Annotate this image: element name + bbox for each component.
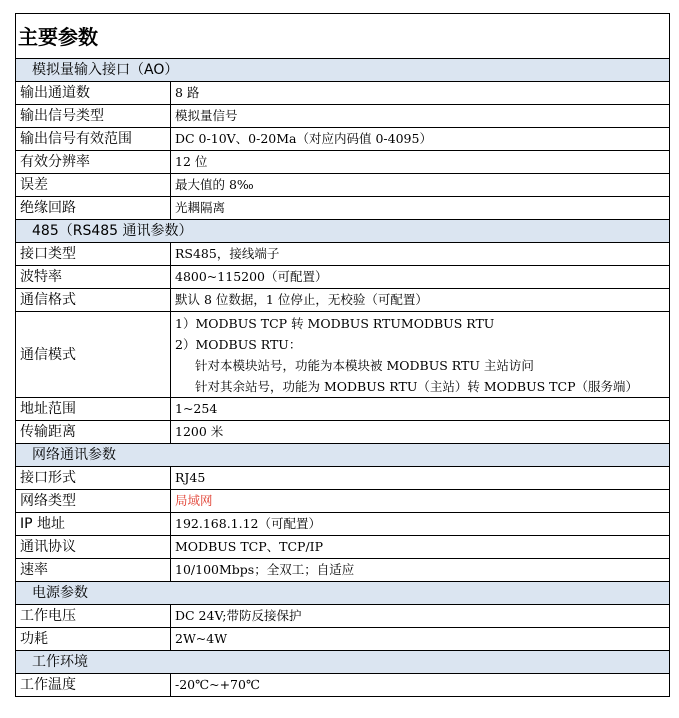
section-header-network: 网络通讯参数 [16, 444, 670, 467]
param-name: IP 地址 [16, 513, 171, 536]
param-name: 速率 [16, 559, 171, 582]
param-value: 1200 米 [171, 421, 670, 444]
param-value: 192.168.1.12（可配置） [171, 513, 670, 536]
param-value: 2W~4W [171, 628, 670, 651]
param-name: 接口形式 [16, 467, 171, 490]
param-value: DC 0-10V、0-20Ma（对应内码值 0-4095） [171, 128, 670, 151]
param-value: RS485，接线端子 [171, 243, 670, 266]
param-value: -20℃~+70℃ [171, 674, 670, 697]
section-header-environment: 工作环境 [16, 651, 670, 674]
param-name: 网络类型 [16, 490, 171, 513]
mode-line: 1）MODBUS TCP 转 MODBUS RTUMODBUS RTU [175, 315, 495, 331]
param-value-multiline [171, 312, 670, 398]
param-value: 1~254 [171, 398, 670, 421]
param-name: 通信模式 [16, 312, 171, 398]
mode-line: 针对本模块站号，功能为本模块被 MODBUS RTU 主站访问 [195, 357, 534, 373]
page-title: 主要参数 [16, 14, 670, 59]
param-name: 地址范围 [16, 398, 171, 421]
param-name: 波特率 [16, 266, 171, 289]
mode-line: 2）MODBUS RTU： [175, 336, 302, 352]
param-value: DC 24V;带防反接保护 [171, 605, 670, 628]
param-name: 通讯协议 [16, 536, 171, 559]
param-value: 4800~115200（可配置） [171, 266, 670, 289]
param-name: 有效分辨率 [16, 151, 171, 174]
param-name: 输出通道数 [16, 82, 171, 105]
param-value: 8 路 [171, 82, 670, 105]
param-value: 光耦隔离 [171, 197, 670, 220]
param-name: 误差 [16, 174, 171, 197]
param-name: 通信格式 [16, 289, 171, 312]
param-name: 工作电压 [16, 605, 171, 628]
spec-table [15, 13, 670, 697]
spec-sheet [15, 13, 669, 697]
section-header-ao: 模拟量输入接口（AO） [16, 59, 670, 82]
param-value: 最大值的 8‰ [171, 174, 670, 197]
param-name: 输出信号有效范围 [16, 128, 171, 151]
param-value: 模拟量信号 [171, 105, 670, 128]
param-name: 输出信号类型 [16, 105, 171, 128]
param-value: MODBUS TCP、TCP/IP [171, 536, 670, 559]
param-value: 10/100Mbps；全双工；自适应 [171, 559, 670, 582]
param-value: RJ45 [171, 467, 670, 490]
param-name: 工作温度 [16, 674, 171, 697]
section-header-power: 电源参数 [16, 582, 670, 605]
section-header-rs485: 485（RS485 通讯参数） [16, 220, 670, 243]
param-value-highlight: 局域网 [171, 490, 670, 513]
param-name: 传输距离 [16, 421, 171, 444]
param-name: 绝缘回路 [16, 197, 171, 220]
param-name: 接口类型 [16, 243, 171, 266]
param-name: 功耗 [16, 628, 171, 651]
param-value: 默认 8 位数据，1 位停止，无校验（可配置） [171, 289, 670, 312]
param-value: 12 位 [171, 151, 670, 174]
mode-line: 针对其余站号，功能为 MODBUS RTU（主站）转 MODBUS TCP（服务端） [195, 378, 638, 394]
